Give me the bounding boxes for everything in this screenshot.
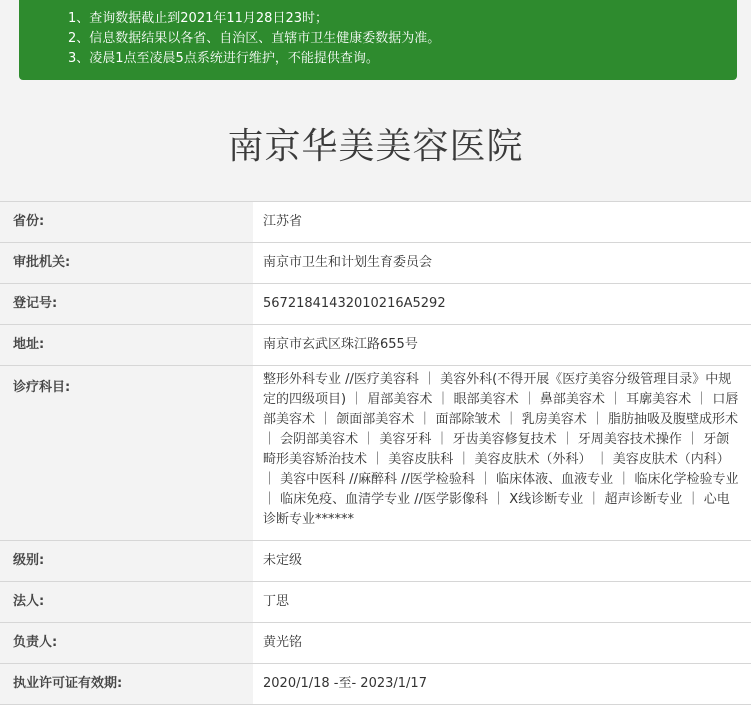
row-label: 地址: — [0, 325, 253, 365]
table-row — [0, 284, 751, 325]
notice-line: 1、查询数据截止到2021年11月28日23时； — [68, 11, 328, 26]
row-value: 南京市玄武区珠江路655号 — [253, 325, 751, 365]
row-label: 省份: — [0, 202, 253, 242]
hospital-title: 南京华美美容医院 — [227, 126, 524, 167]
row-label: 登记号: — [0, 284, 253, 324]
row-value: 2020/1/18 -至- 2023/1/17 — [253, 664, 751, 704]
row-value: 56721841432010216A5292 — [253, 284, 751, 324]
row-value: 黄光铭 — [253, 623, 751, 663]
table-row — [0, 664, 751, 705]
table-row — [0, 325, 751, 366]
row-value: 江苏省 — [253, 202, 751, 242]
row-value: 未定级 — [253, 541, 751, 581]
row-label: 审批机关: — [0, 243, 253, 283]
notice-line: 3、凌晨1点至凌晨5点系统进行维护，不能提供查询。 — [68, 51, 379, 66]
table-row — [0, 541, 751, 582]
row-label: 诊疗科目: — [0, 366, 253, 540]
table-row — [0, 202, 751, 243]
row-label: 负责人: — [0, 623, 253, 663]
row-value-departments: 整形外科专业 //医疗美容科 ｜ 美容外科(不得开展《医疗美容分级管理目录》中规定的四级项目) ｜ 眉部美容术 ｜ 眼部美容术 ｜ 鼻部美容术 ｜ 耳廓美容术 ｜ 口唇部美容术 ｜ 颌面部美容术 ｜ 面部除皱术 ｜ 乳房美容术 ｜ 脂肪抽吸及腹壁成形术 ｜ 会阴部美容术 ｜ 美容牙科 ｜ 牙齿美容修复技术 ｜ 牙周美容技术操作 ｜ 牙颌畸形美容矫治技术 ｜ 美容皮肤科 ｜ 美容皮肤术（外科） ｜ 美容皮肤术（内科） ｜ 美容中医科 //麻醉科 //医学检验科 ｜ 临床体液、血液专业 ｜ 临床化学检验专业 ｜ 临床免疫、血清学专业 //医学影像科 ｜ X线诊断专业 ｜ 超声诊断专业 ｜ 心电诊断专业****** — [253, 366, 751, 540]
row-label: 级别: — [0, 541, 253, 581]
row-value: 丁思 — [253, 582, 751, 622]
hospital-info-table — [0, 201, 751, 705]
notice-line: 2、信息数据结果以各省、自治区、直辖市卫生健康委数据为准。 — [68, 31, 441, 46]
table-row — [0, 623, 751, 664]
table-row — [0, 366, 751, 541]
table-row — [0, 243, 751, 284]
row-label: 法人: — [0, 582, 253, 622]
row-value: 南京市卫生和计划生育委员会 — [253, 243, 751, 283]
table-row — [0, 582, 751, 623]
notice-banner — [19, 0, 737, 80]
row-label: 执业许可证有效期: — [0, 664, 253, 704]
